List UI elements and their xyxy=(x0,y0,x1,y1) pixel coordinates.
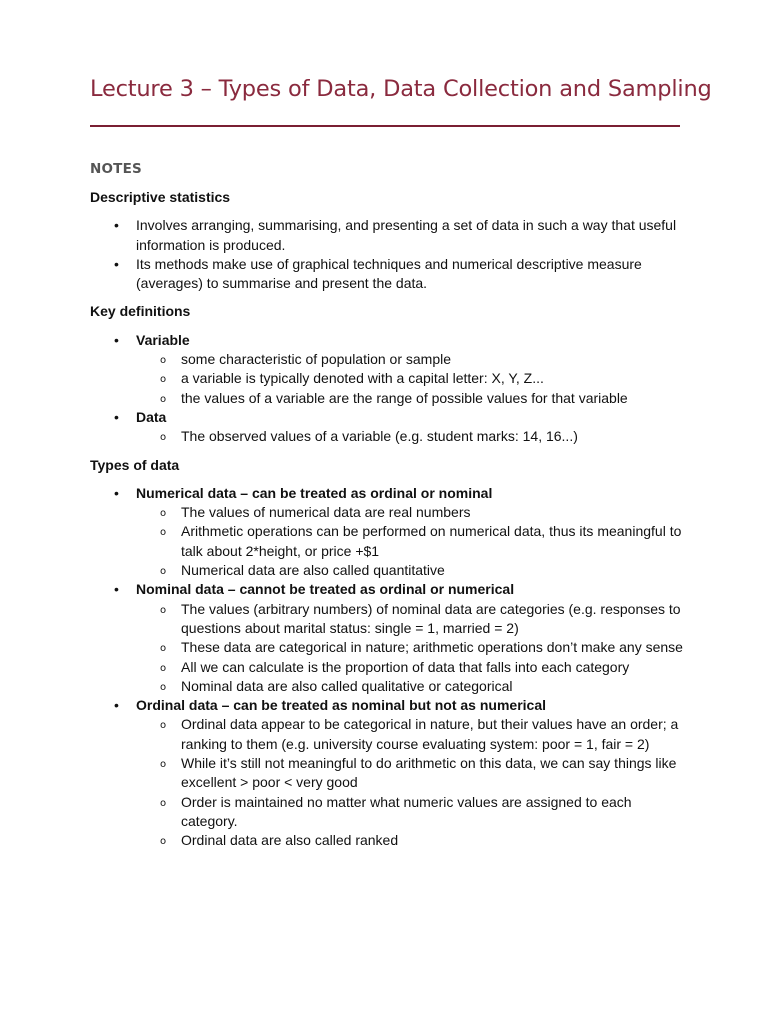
section-types-of-data xyxy=(90,456,690,851)
sub-list-item xyxy=(90,350,690,369)
list-item-text: Its methods make use of graphical techniques and numerical descriptive measure (averages) to summarise and present the data. xyxy=(136,255,642,292)
sub-bullet-icon: o xyxy=(160,527,167,539)
sub-item-text: Ordinal data appear to be categorical in nature, but their values have an order; a ranking to them (e.g. university course evaluating system: poor = 1, fair = 2) xyxy=(181,716,679,752)
sub-bullet-icon: o xyxy=(160,797,167,809)
sub-bullet-icon: o xyxy=(160,720,167,732)
sub-bullet-icon: o xyxy=(160,432,167,444)
list-item-ordinal xyxy=(90,696,690,715)
sub-list-item xyxy=(90,600,690,639)
sub-list-item xyxy=(90,677,690,696)
bullet-list xyxy=(90,331,690,447)
section-key-definitions xyxy=(90,302,690,446)
sub-list-item xyxy=(90,503,690,522)
sub-list-item xyxy=(90,793,690,832)
term-label: Numerical data – can be treated as ordinal or nominal xyxy=(136,484,493,501)
sub-item-text: The values (arbitrary numbers) of nominal data are categories (e.g. responses to questions about marital status: single = 1, married = 2) xyxy=(181,600,681,636)
section-heading: Descriptive statistics xyxy=(90,189,231,205)
sub-bullet-icon: o xyxy=(160,508,167,520)
title-divider xyxy=(90,125,680,127)
bullet-icon: • xyxy=(114,697,119,714)
list-item-text: Involves arranging, summarising, and presenting a set of data in such a way that useful information is produced. xyxy=(136,217,677,253)
term-label: Nominal data – cannot be treated as ordinal or numerical xyxy=(136,581,515,598)
bullet-icon: • xyxy=(114,581,119,598)
list-item-numerical xyxy=(90,484,690,503)
sub-item-text: some characteristic of population or sample xyxy=(181,351,452,368)
page-title: Lecture 3 – Types of Data, Data Collection and Sampling xyxy=(90,76,712,102)
sub-bullet-icon: o xyxy=(160,374,167,386)
term-label: Ordinal data – can be treated as nominal but not as numerical xyxy=(136,697,546,714)
sub-item-text: Nominal data are also called qualitative or categorical xyxy=(181,677,513,694)
sub-item-text: Ordinal data are also called ranked xyxy=(181,832,399,849)
bullet-list xyxy=(90,216,690,293)
bullet-icon: • xyxy=(114,484,119,501)
term-label: Data xyxy=(136,408,167,425)
notes-heading: NOTES xyxy=(90,161,142,177)
sub-bullet-icon: o xyxy=(160,643,167,655)
bullet-icon: • xyxy=(114,255,119,272)
sub-item-text: The values of numerical data are real numbers xyxy=(181,504,471,521)
sub-bullet-icon: o xyxy=(160,836,167,848)
sub-item-text: All we can calculate is the proportion of data that falls into each category xyxy=(181,658,630,675)
sub-list-item xyxy=(90,389,690,408)
sub-item-text: the values of a variable are the range of possible values for that variable xyxy=(181,389,628,406)
bullet-list xyxy=(90,484,690,851)
bullet-icon: • xyxy=(114,331,119,348)
bullet-icon: • xyxy=(114,408,119,425)
sub-item-text: a variable is typically denoted with a capital letter: X, Y, Z... xyxy=(181,370,544,387)
sub-list-item xyxy=(90,427,690,446)
sub-bullet-icon: o xyxy=(160,393,167,405)
bullet-icon: • xyxy=(114,217,119,234)
list-item-nominal xyxy=(90,580,690,599)
sub-item-text: While it’s still not meaningful to do arithmetic on this data, we can say things like excellent > poor < very good xyxy=(181,755,677,791)
section-descriptive-statistics xyxy=(90,188,690,293)
sub-bullet-icon: o xyxy=(160,355,167,367)
sub-bullet-icon: o xyxy=(160,759,167,771)
list-item-variable xyxy=(90,331,690,350)
sub-list-item xyxy=(90,831,690,850)
sub-list-item xyxy=(90,561,690,580)
sub-list-item xyxy=(90,715,690,754)
list-item xyxy=(90,216,690,255)
notes-content xyxy=(90,188,690,860)
sub-item-text: These data are categorical in nature; arithmetic operations don’t make any sense xyxy=(181,639,683,656)
sub-item-text: Arithmetic operations can be performed on numerical data, thus its meaningful to talk about 2*height, or price +$1 xyxy=(181,523,682,559)
sub-list-item xyxy=(90,369,690,388)
sub-bullet-icon: o xyxy=(160,604,167,616)
list-item-data xyxy=(90,408,690,427)
sub-list-item xyxy=(90,658,690,677)
sub-list-item xyxy=(90,754,690,793)
sub-item-text: Order is maintained no matter what numeric values are assigned to each category. xyxy=(181,793,632,829)
sub-bullet-icon: o xyxy=(160,662,167,674)
section-heading: Key definitions xyxy=(90,303,191,320)
sub-bullet-icon: o xyxy=(160,566,167,578)
sub-bullet-icon: o xyxy=(160,681,167,693)
sub-item-text: Numerical data are also called quantitative xyxy=(181,562,445,579)
list-item xyxy=(90,255,690,294)
sub-item-text: The observed values of a variable (e.g. student marks: 14, 16...) xyxy=(181,428,578,445)
sub-list-item xyxy=(90,522,690,561)
sub-list-item xyxy=(90,638,690,657)
section-heading: Types of data xyxy=(90,456,180,473)
term-label: Variable xyxy=(136,331,190,348)
